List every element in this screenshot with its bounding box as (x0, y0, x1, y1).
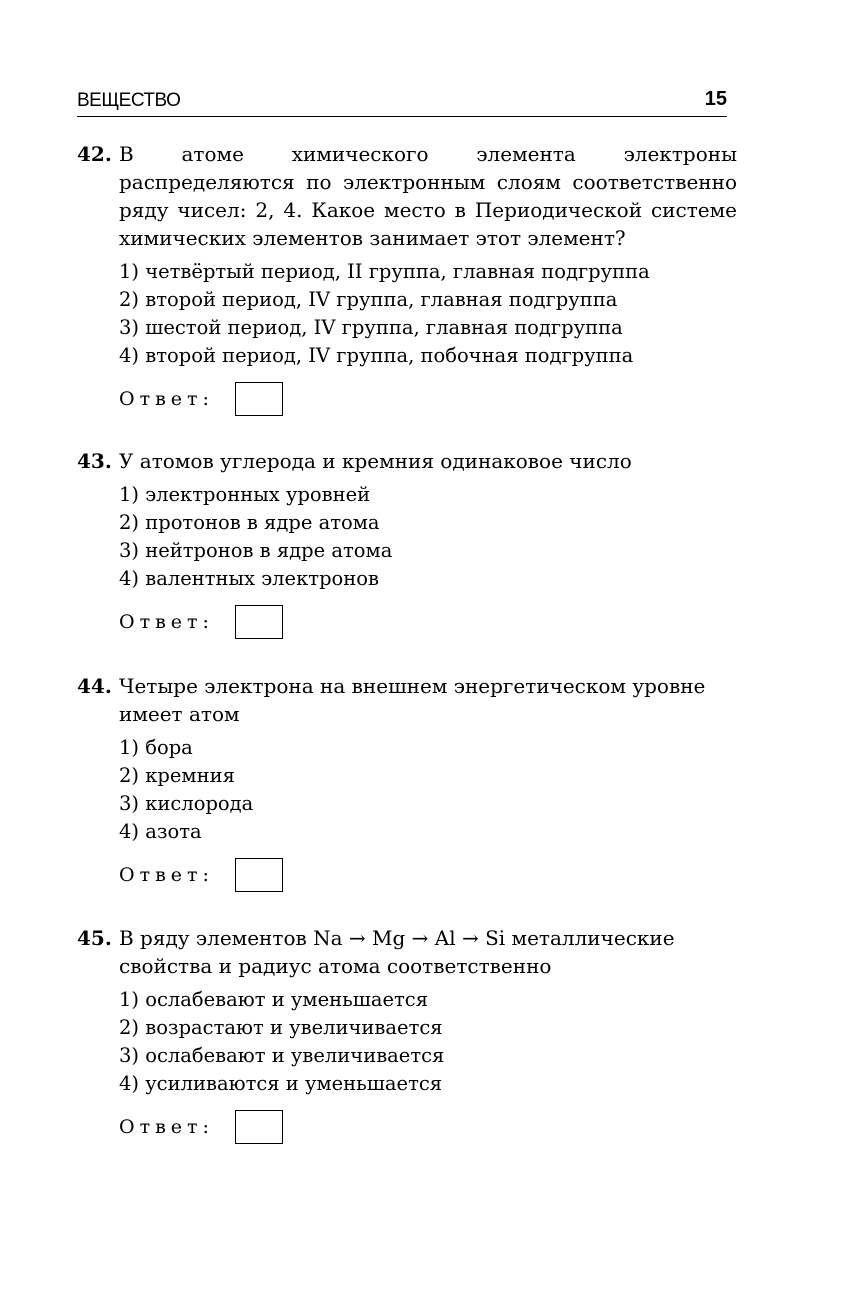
answer-box[interactable] (235, 605, 283, 639)
answer-option: 4) валентных электронов (119, 567, 380, 590)
answer-label: Ответ: (119, 611, 214, 633)
answer-label: Ответ: (119, 388, 214, 410)
question-text: В ряду элементов Na → Mg → Al → Si металлические свойства и радиус атома соответственно (119, 926, 675, 978)
answer-box[interactable] (235, 1110, 283, 1144)
answer-option: 1) электронных уровней (119, 483, 371, 506)
answer-option: 2) возрастают и увеличивается (119, 1016, 443, 1039)
answer-options (77, 258, 737, 370)
question-text: У атомов углерода и кремния одинаковое число (119, 449, 632, 473)
answer-option: 1) четвёртый период, II группа, главная подгруппа (119, 260, 650, 283)
page-number: 15 (704, 88, 727, 110)
answer-label: Ответ: (119, 1116, 214, 1138)
answer-option: 4) второй период, IV группа, побочная подгруппа (119, 344, 634, 367)
answer-label: Ответ: (119, 864, 214, 886)
answer-options (77, 986, 737, 1098)
answer-option: 1) бора (119, 736, 193, 759)
answer-row (77, 605, 737, 641)
question-stem (77, 672, 737, 728)
question-number: 45. (77, 926, 112, 950)
answer-row (77, 1110, 737, 1146)
question-stem (77, 447, 737, 475)
answer-row (77, 382, 737, 418)
answer-option: 3) нейтронов в ядре атома (119, 539, 393, 562)
question-43 (77, 447, 737, 641)
question-number: 42. (77, 142, 112, 166)
question-42 (77, 140, 737, 418)
answer-option: 4) усиливаются и уменьшается (119, 1072, 443, 1095)
answer-options (77, 481, 737, 593)
answer-option: 2) протонов в ядре атома (119, 511, 380, 534)
question-number: 43. (77, 449, 112, 473)
question-text: В атоме химического элемента электроны распределяются по электронным слоям соответственно ряду чисел: 2, 4. Какое место в Периодической системе химических элементов занимает этот элемент? (119, 142, 737, 250)
answer-option: 2) кремния (119, 764, 235, 787)
question-stem (77, 140, 737, 252)
answer-option: 4) азота (119, 820, 202, 843)
question-stem (77, 924, 737, 980)
question-44 (77, 672, 737, 894)
answer-options (77, 734, 737, 846)
answer-option: 3) шестой период, IV группа, главная подгруппа (119, 316, 623, 339)
answer-option: 1) ослабевают и уменьшается (119, 988, 429, 1011)
answer-option: 3) ослабевают и увеличивается (119, 1044, 445, 1067)
answer-box[interactable] (235, 858, 283, 892)
answer-option: 2) второй период, IV группа, главная подгруппа (119, 288, 618, 311)
question-text: Четыре электрона на внешнем энергетическом уровне имеет атом (119, 674, 706, 726)
page-header (77, 88, 727, 117)
answer-box[interactable] (235, 382, 283, 416)
question-45 (77, 924, 737, 1146)
answer-row (77, 858, 737, 894)
question-number: 44. (77, 674, 112, 698)
section-title: ВЕЩЕСТВО (77, 90, 181, 111)
answer-option: 3) кислорода (119, 792, 254, 815)
